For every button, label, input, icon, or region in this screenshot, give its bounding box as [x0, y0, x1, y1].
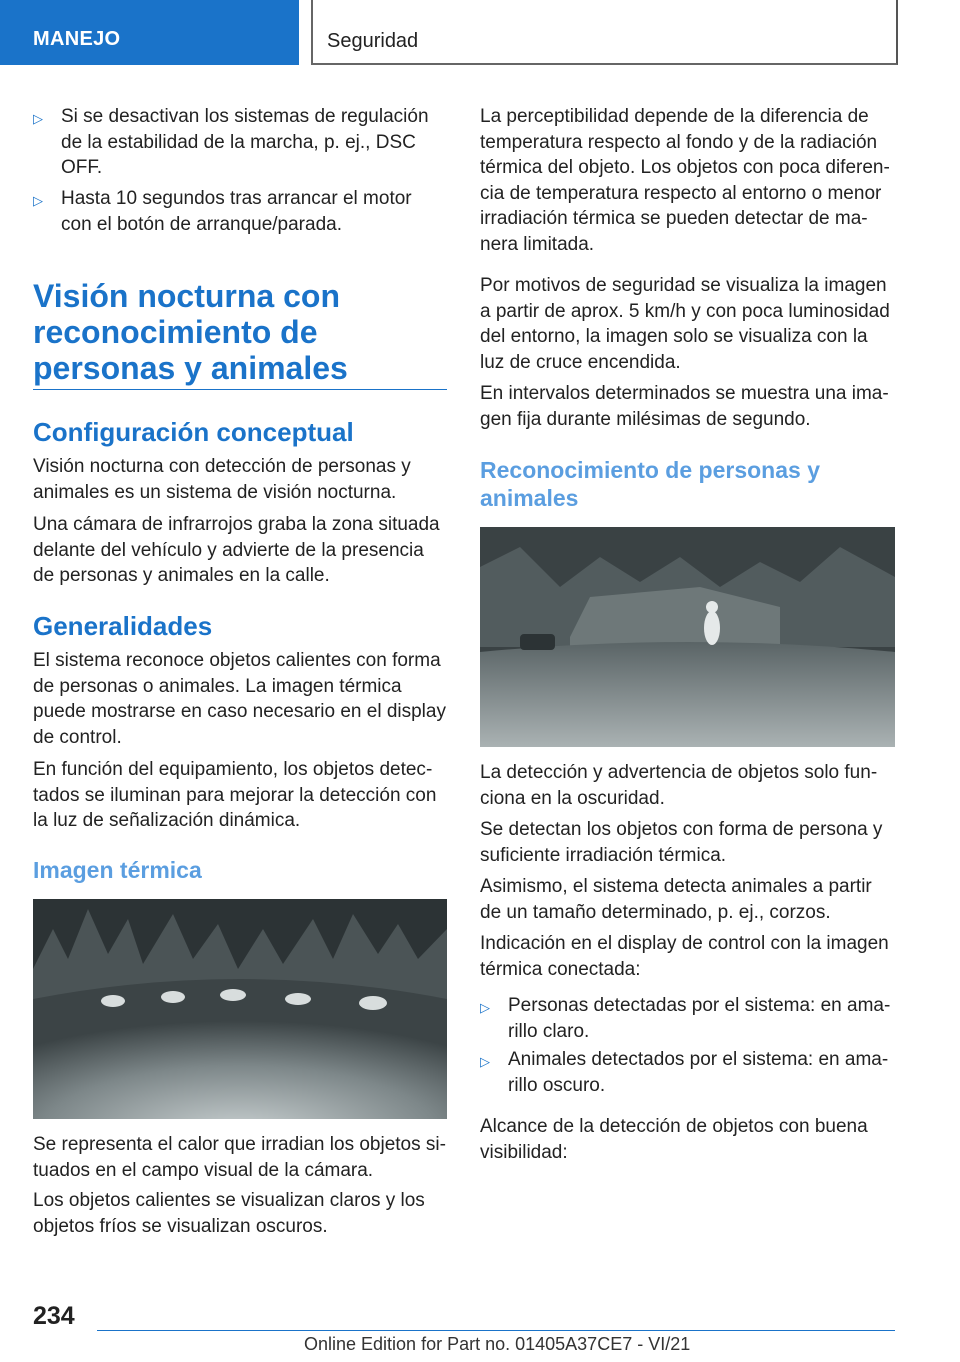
chapter-header — [311, 0, 898, 65]
page-number: 234 — [33, 1302, 75, 1330]
bullet-icon: ▷ — [480, 1054, 490, 1069]
general-heading: Generalidades — [33, 611, 213, 641]
title-rule — [33, 389, 447, 390]
general-paragraph-1: El sistema reconoce objetos calientes con forma de personas o animales. La imagen térmica puede mostrarse en caso necesario en el display de control. — [33, 650, 446, 748]
thermal-paragraph-2: Los objetos calientes se visualizan claros y los objetos fríos se visualizan oscuros. — [33, 1190, 425, 1237]
thermal-image-animals — [33, 899, 447, 1119]
thermal-paragraph-1: Se representa el calor que irradian los objetos situados en el campo visual de la cámara. — [33, 1134, 446, 1181]
concept-paragraph-2: Una cámara de infrarrojos graba la zona situada delante del vehículo y advierte de la presencia de personas y animales en la calle. — [33, 514, 440, 586]
paragraph-safety: Por motivos de seguridad se visualiza la imagen a partir de aprox. 5 km/h y con poca luminosidad del entorno, la imagen solo se visualiza con la luz de cruce encendida. — [480, 275, 890, 373]
paragraph-perceptibility: La perceptibilidad depende de la diferencia de temperatura respecto al fondo y de la radiación térmica del objeto. Los objetos con poca diferencia de temperatura respecto al entorno o menor irradiación térmica se pueden detectar de manera limitada. — [480, 106, 890, 255]
section-label: MANEJO — [33, 28, 121, 50]
section-title: Visión nocturna con reconocimiento de personas y animales — [33, 278, 348, 386]
bullet-icon: ▷ — [33, 111, 43, 126]
edition-note: Online Edition for Part no. 01405A37CE7 - VI/21 — [304, 1334, 691, 1354]
footer-rule — [97, 1330, 895, 1331]
list-item-text: Animales detectados por el sistema: en amarillo oscuro. — [508, 1049, 889, 1096]
general-paragraph-2: En función del equipamiento, los objetos detectados se iluminan para mejorar la detección con la luz de señalización dinámica. — [33, 759, 437, 831]
paragraph-display: Indicación en el display de control con la imagen térmica conectada: — [480, 933, 889, 980]
thermal-image-person — [480, 527, 895, 747]
paragraph-range: Alcance de la detección de objetos con buena visibilidad: — [480, 1116, 868, 1163]
concept-heading: Configuración conceptual — [33, 417, 354, 447]
paragraph-intervals: En intervalos determinados se muestra una imagen fija durante milésimas de segundo. — [480, 383, 889, 430]
paragraph-person-shape: Se detectan los objetos con forma de persona y suficiente irradiación térmica. — [480, 819, 883, 866]
bullet-icon: ▷ — [480, 1000, 490, 1015]
paragraph-darkness: La detección y advertencia de objetos solo funciona en la oscuridad. — [480, 762, 878, 809]
chapter-label: Seguridad — [327, 30, 419, 52]
list-item-text: Hasta 10 segundos tras arrancar el motor con el botón de arranque/parada. — [61, 188, 412, 235]
list-item-text: Personas detectadas por el sistema: en amarillo claro. — [508, 995, 891, 1042]
concept-paragraph-1: Visión nocturna con detección de personas y animales es un sistema de visión nocturna. — [33, 456, 411, 503]
recognition-heading: Reconocimiento de personas y animales — [480, 457, 820, 511]
section-tab — [0, 0, 299, 65]
bullet-icon: ▷ — [33, 193, 43, 208]
thermal-heading: Imagen térmica — [33, 857, 202, 883]
list-item-text: Si se desactivan los sistemas de regulación de la estabilidad de la marcha, p. ej., DSC OFF. — [61, 106, 429, 178]
paragraph-animals: Asimismo, el sistema detecta animales a partir de un tamaño determinado, p. ej., corzos. — [480, 876, 872, 923]
